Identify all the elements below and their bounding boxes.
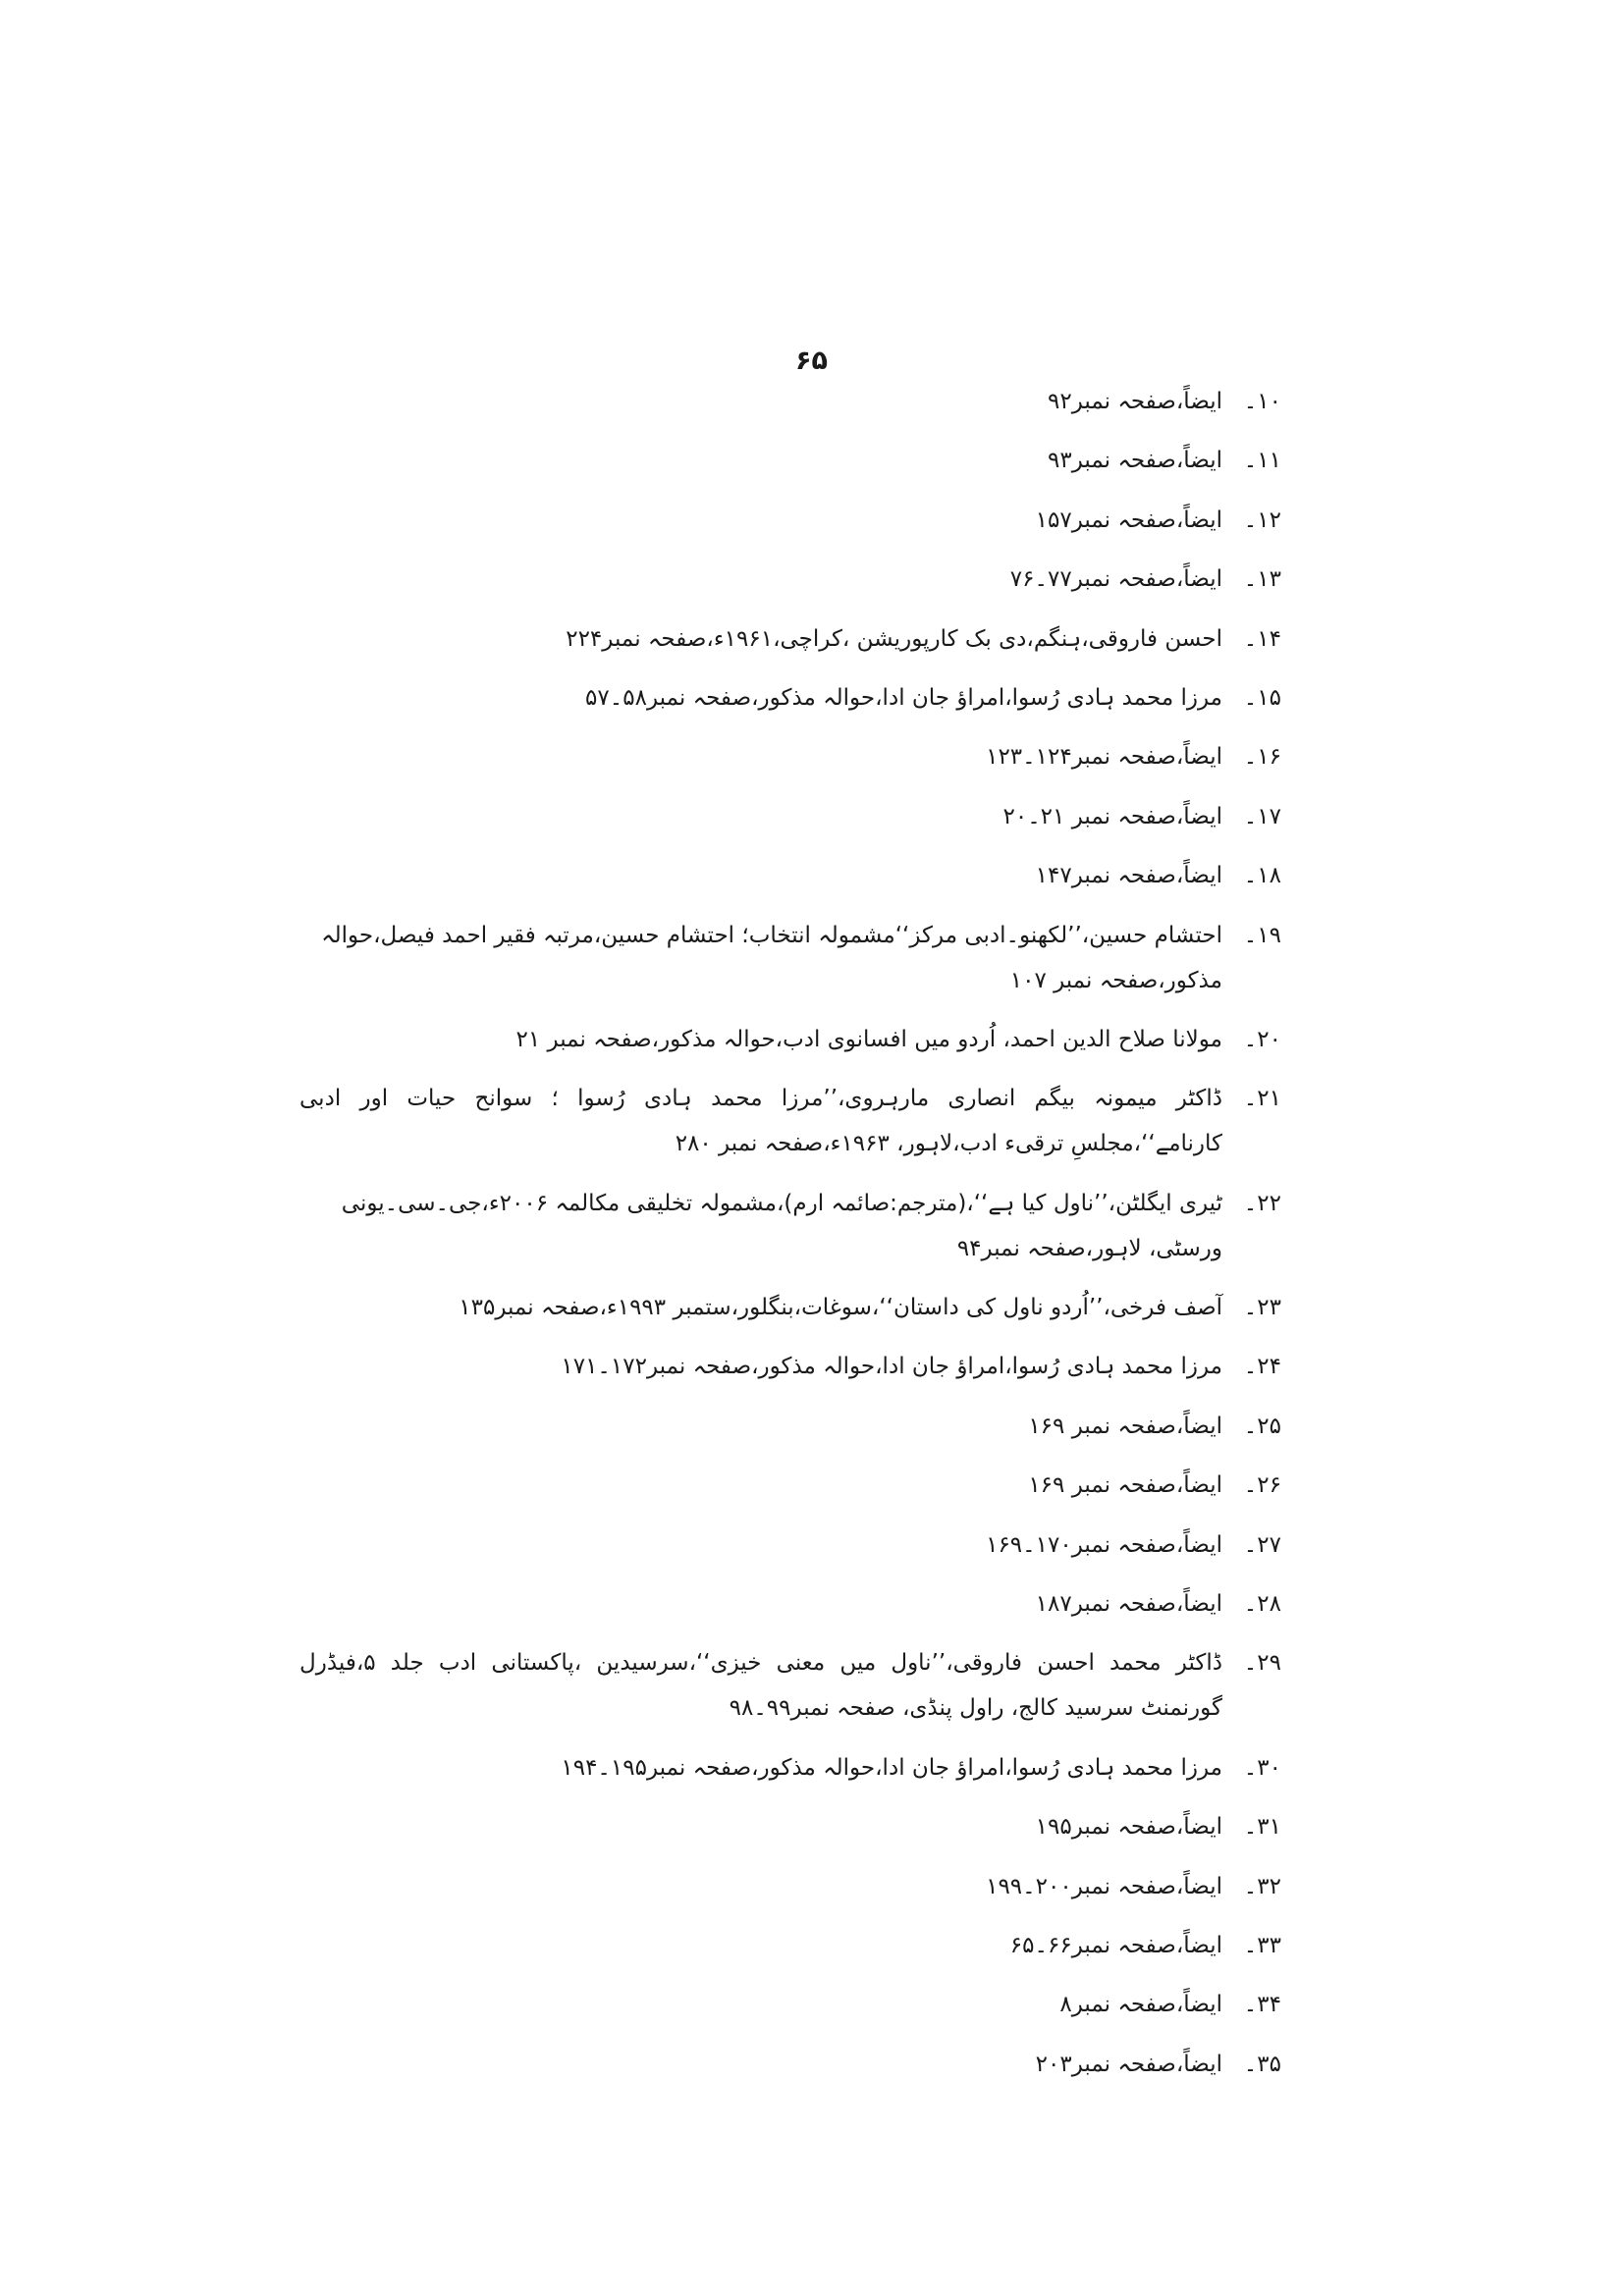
endnote xyxy=(299,1804,1281,1849)
endnote-number: ۲۱۔ xyxy=(1243,1086,1281,1112)
endnote-number: ۱۹۔ xyxy=(1243,922,1281,948)
endnote-text: آصف فرخی،’’اُردو ناول کی داستان‘‘،سوغات،بنگلور،ستمبر ۱۹۹۳ء،صفحہ نمبر۱۳۵ xyxy=(459,1295,1222,1321)
endnote-text: ایضاً،صفحہ نمبر ۲۱۔۲۰ xyxy=(1002,803,1222,829)
endnote-number: ۱۷۔ xyxy=(1243,803,1281,829)
endnote xyxy=(299,1285,1281,1330)
endnote-text: ڈاکٹر میمونہ بیگم انصاری مارہروی،’’مرزا محمد ہادی رُسوا ؛ سوانح حیات اور ادبی کارنامے‘‘،مجلسِ ترقیء ادب،لاہور، ۱۹۶۳ء،صفحہ نمبر ۲۸۰ xyxy=(299,1086,1222,1157)
endnote-number: ۳۰۔ xyxy=(1243,1754,1281,1781)
endnote xyxy=(299,1745,1281,1790)
endnote-text: ایضاً،صفحہ نمبر۱۷۰۔۱۶۹ xyxy=(986,1531,1222,1558)
endnote xyxy=(299,734,1281,779)
endnote-text: ایضاً،صفحہ نمبر۹۲ xyxy=(1047,389,1222,414)
endnote-number: ۱۴۔ xyxy=(1243,625,1281,652)
endnote-text: ایضاً،صفحہ نمبر۲۰۰۔۱۹۹ xyxy=(986,1873,1222,1899)
endnote-number: ۱۳۔ xyxy=(1243,566,1281,593)
endnote-number: ۱۲۔ xyxy=(1243,507,1281,533)
endnote xyxy=(299,1076,1281,1166)
endnote xyxy=(299,675,1281,721)
endnote xyxy=(299,1463,1281,1508)
endnote xyxy=(299,1522,1281,1568)
endnote-text: ایضاً،صفحہ نمبر۱۲۴۔۱۲۳ xyxy=(986,744,1222,771)
endnote-number: ۲۸۔ xyxy=(1243,1591,1281,1618)
endnote-text: ایضاً،صفحہ نمبر۹۳ xyxy=(1047,448,1222,474)
endnote xyxy=(299,616,1281,662)
endnote-number: ۱۰۔ xyxy=(1243,389,1281,414)
endnote-number: ۲۲۔ xyxy=(1243,1190,1281,1216)
endnote xyxy=(299,2042,1281,2087)
endnotes-list xyxy=(299,379,1281,2101)
endnote-text: احسن فاروقی،ہنگم،دی بک کارپوریشن ،کراچی،۱۹۶۱ء،صفحہ نمبر۲۲۴ xyxy=(566,625,1222,652)
endnote xyxy=(299,1017,1281,1062)
endnote xyxy=(299,498,1281,543)
endnote-text: مرزا محمد ہادی رُسوا،امراؤ جان ادا،حوالہ مذکور،صفحہ نمبر۱۷۲۔۱۷۱ xyxy=(561,1354,1222,1380)
endnote-number: ۱۱۔ xyxy=(1243,448,1281,474)
endnote-number: ۱۵۔ xyxy=(1243,684,1281,711)
endnote-text: ایضاً،صفحہ نمبر۷۷۔۷۶ xyxy=(1009,566,1222,593)
endnote xyxy=(299,379,1281,424)
endnote-text: ایضاً،صفحہ نمبر ۱۶۹ xyxy=(1028,1413,1222,1439)
endnote xyxy=(299,1864,1281,1909)
endnote-text: ایضاً،صفحہ نمبر۱۸۷ xyxy=(1035,1591,1222,1618)
endnote-text: ڈاکٹر محمد احسن فاروقی،’’ناول میں معنی خیزی‘‘،سرسیدین ،پاکستانی ادب جلد ۵،فیڈرل گورنمنٹ سرسید کالج، راول پنڈی، صفحہ نمبر۹۹۔۹۸ xyxy=(299,1650,1222,1722)
endnote xyxy=(299,1404,1281,1449)
endnote xyxy=(299,1181,1281,1271)
endnote-number: ۲۹۔ xyxy=(1243,1650,1281,1677)
endnote-number: ۱۸۔ xyxy=(1243,863,1281,889)
endnote xyxy=(299,1982,1281,2027)
endnote-text: ٹیری ایگلٹن،’’ناول کیا ہے‘‘،(مترجم:صائمہ ارم)،مشمولہ تخلیقی مکالمہ ۲۰۰۶ء،جی۔سی۔یونی ورسٹی، لاہور،صفحہ نمبر۹۴ xyxy=(341,1190,1222,1261)
endnote-text: ایضاً،صفحہ نمبر۱۵۷ xyxy=(1035,507,1222,533)
endnote-text: ایضاً،صفحہ نمبر۱۴۷ xyxy=(1035,863,1222,889)
endnote xyxy=(299,1640,1281,1731)
endnote-text: احتشام حسین،’’لکھنو۔ادبی مرکز‘‘مشمولہ انتخاب؛ احتشام حسین،مرتبہ فقیر احمد فیصل،حوالہ مذکور،صفحہ نمبر ۱۰۷ xyxy=(321,922,1222,993)
endnote xyxy=(299,1923,1281,1968)
endnote-number: ۳۳۔ xyxy=(1243,1932,1281,1958)
page-number: ۶۵ xyxy=(795,346,828,376)
endnote-number: ۳۲۔ xyxy=(1243,1873,1281,1899)
endnote-number: ۲۷۔ xyxy=(1243,1531,1281,1558)
endnote-number: ۲۰۔ xyxy=(1243,1026,1281,1052)
endnote-text: ایضاً،صفحہ نمبر۱۹۵ xyxy=(1035,1814,1222,1841)
endnote-number: ۲۵۔ xyxy=(1243,1413,1281,1439)
endnote-number: ۳۴۔ xyxy=(1243,1992,1281,2018)
endnote-text: مرزا محمد ہادی رُسوا،امراؤ جان ادا،حوالہ مذکور،صفحہ نمبر۱۹۵۔۱۹۴ xyxy=(561,1754,1222,1781)
endnote xyxy=(299,438,1281,483)
endnote-number: ۳۱۔ xyxy=(1243,1814,1281,1841)
endnote xyxy=(299,1344,1281,1389)
endnote-text: ایضاً،صفحہ نمبر ۱۶۹ xyxy=(1028,1472,1222,1499)
endnote xyxy=(299,1581,1281,1627)
endnote-number: ۲۴۔ xyxy=(1243,1354,1281,1380)
endnote xyxy=(299,557,1281,602)
endnote xyxy=(299,794,1281,839)
endnote-number: ۲۳۔ xyxy=(1243,1295,1281,1321)
endnote-text: مرزا محمد ہادی رُسوا،امراؤ جان ادا،حوالہ مذکور،صفحہ نمبر۵۸۔۵۷ xyxy=(585,684,1222,711)
endnote-text: مولانا صلاح الدین احمد، اُردو میں افسانوی ادب،حوالہ مذکور،صفحہ نمبر ۲۱ xyxy=(515,1026,1222,1052)
endnote-text: ایضاً،صفحہ نمبر۶۶۔۶۵ xyxy=(1009,1932,1222,1958)
endnote-number: ۳۵۔ xyxy=(1243,2051,1281,2077)
endnote-number: ۲۶۔ xyxy=(1243,1472,1281,1499)
endnote-text: ایضاً،صفحہ نمبر۸ xyxy=(1059,1992,1222,2018)
endnote xyxy=(299,853,1281,898)
endnote xyxy=(299,913,1281,1003)
endnote-text: ایضاً،صفحہ نمبر۲۰۳ xyxy=(1035,2051,1222,2077)
endnote-number: ۱۶۔ xyxy=(1243,744,1281,771)
